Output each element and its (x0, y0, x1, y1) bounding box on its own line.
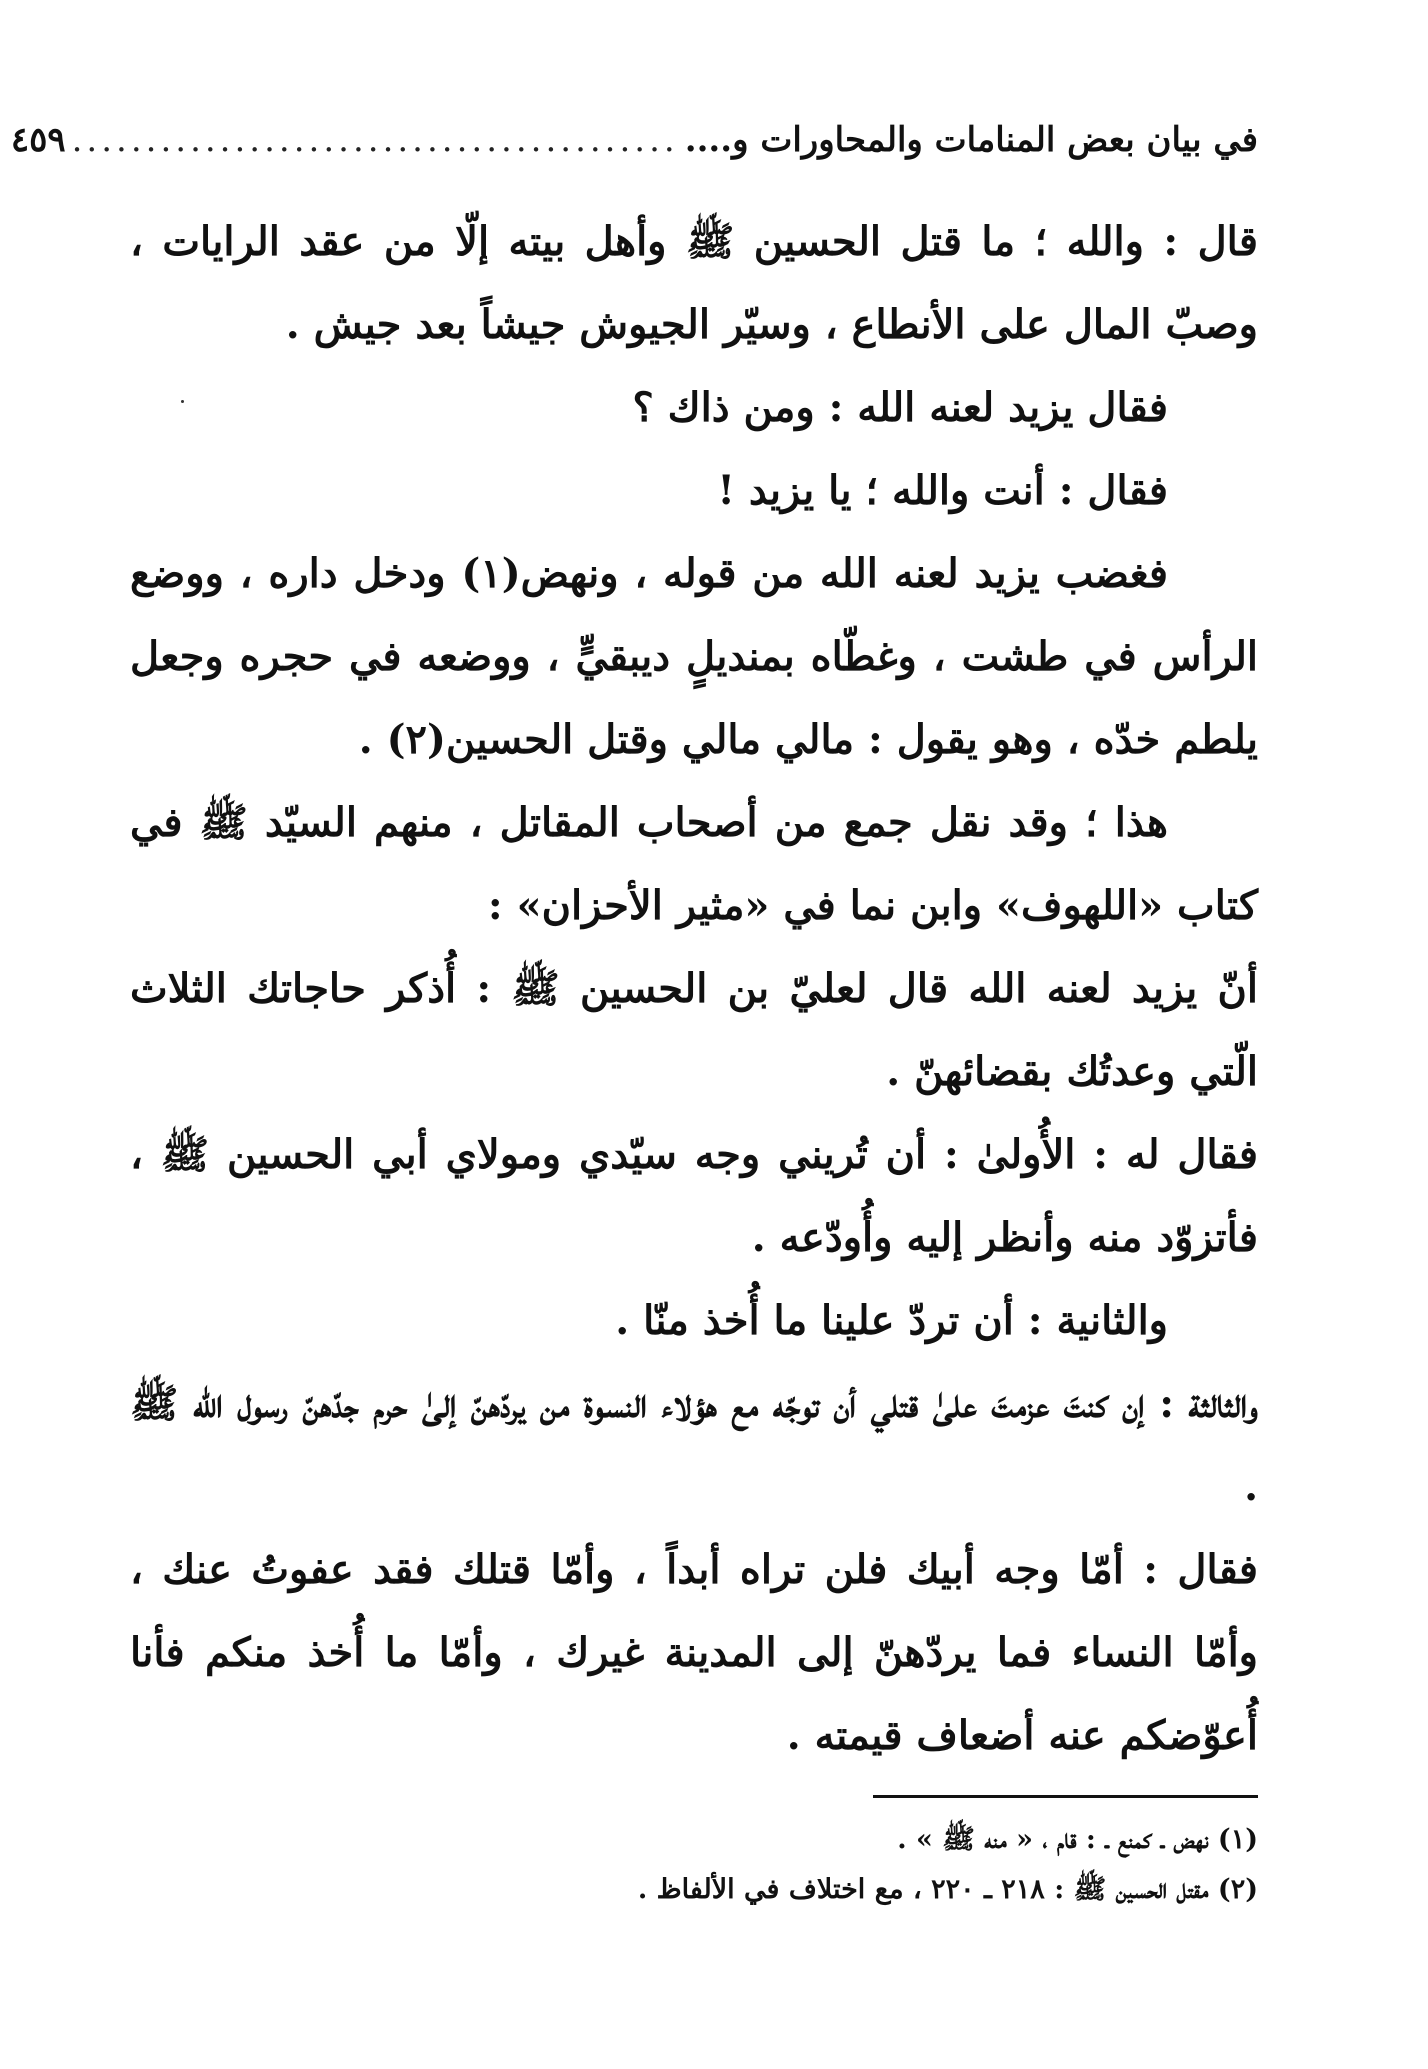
body-text (130, 200, 1258, 1777)
paragraph-7: فقال له : الأُولىٰ : أن تُريني وجه سيّدي ومولاي أبي الحسين ﷺ ، فأتزوّد منه وأنظر إليه وأُودّعه . (130, 1131, 1258, 1261)
header-leader-dots: ......................................... (71, 120, 679, 160)
paragraph-1: قال : والله ؛ ما قتل الحسين ﷺ وأهل بيته إلّا من عقد الرايات ، وصبّ المال على الأنطاع ، وسيّر الجيوش جيشاً بعد جيش . (130, 218, 1258, 348)
paragraph-2: فقال يزيد لعنه الله : ومن ذاك ؟ (632, 384, 1168, 431)
paragraph-9: والثالثة : إن كنتَ عزمتَ علىٰ قتلي أن توجّه مع هؤلاء النسوة من يردّهنّ إلىٰ حرم جدّهنّ رسول الله ﷺ . (130, 1380, 1259, 1510)
paragraph-3: فقال : أنت والله ؛ يا يزيد ! (717, 467, 1168, 514)
footnotes (130, 1815, 1258, 1915)
running-header (10, 110, 1258, 170)
footnote-2: (٢) مقتل الحسين ﷺ : ٢١٨ ـ ٢٢٠ ، مع اختلاف في الألفاظ . (637, 1874, 1258, 1905)
paragraph-5: هذا ؛ وقد نقل جمع من أصحاب المقاتل ، منهم السيّد ﷺ في كتاب «اللهوف» وابن نما في «مثير الأحزان» : (130, 799, 1258, 929)
paragraph-6: أنّ يزيد لعنه الله قال لعليّ بن الحسين ﷺ : أُذكر حاجاتك الثلاث الّتي وعدتُك بقضائهنّ . (130, 965, 1258, 1095)
footnote-1: (١) نهض ـ كمنع ـ : قام ، « منه ﷺ » . (897, 1824, 1258, 1855)
paragraph-8: والثانية : أن تردّ علينا ما أُخذ منّا . (615, 1297, 1168, 1344)
footnote-separator (873, 1795, 1258, 1798)
paragraph-4: فغضب يزيد لعنه الله من قوله ، ونهض(١) ودخل داره ، ووضع الرأس في طشت ، وغطّاه بمنديلٍ ديبقيٍّ ، ووضعه في حجره وجعل يلطم خدّه ، وهو يقول : مالي مالي وقتل الحسين(٢) . (130, 550, 1258, 763)
page-number: ٤٥٩ (10, 120, 66, 160)
header-title: في بيان بعض المنامات والمحاورات و.... (684, 120, 1258, 160)
paragraph-10: فقال : أمّا وجه أبيك فلن تراه أبداً ، وأمّا قتلك فقد عفوتُ عنك ، وأمّا النساء فما يردّهنّ إلى المدينة غيرك ، وأمّا ما أُخذ منكم فأنا أُعوّضكم عنه أضعاف قيمته . (130, 1546, 1258, 1759)
